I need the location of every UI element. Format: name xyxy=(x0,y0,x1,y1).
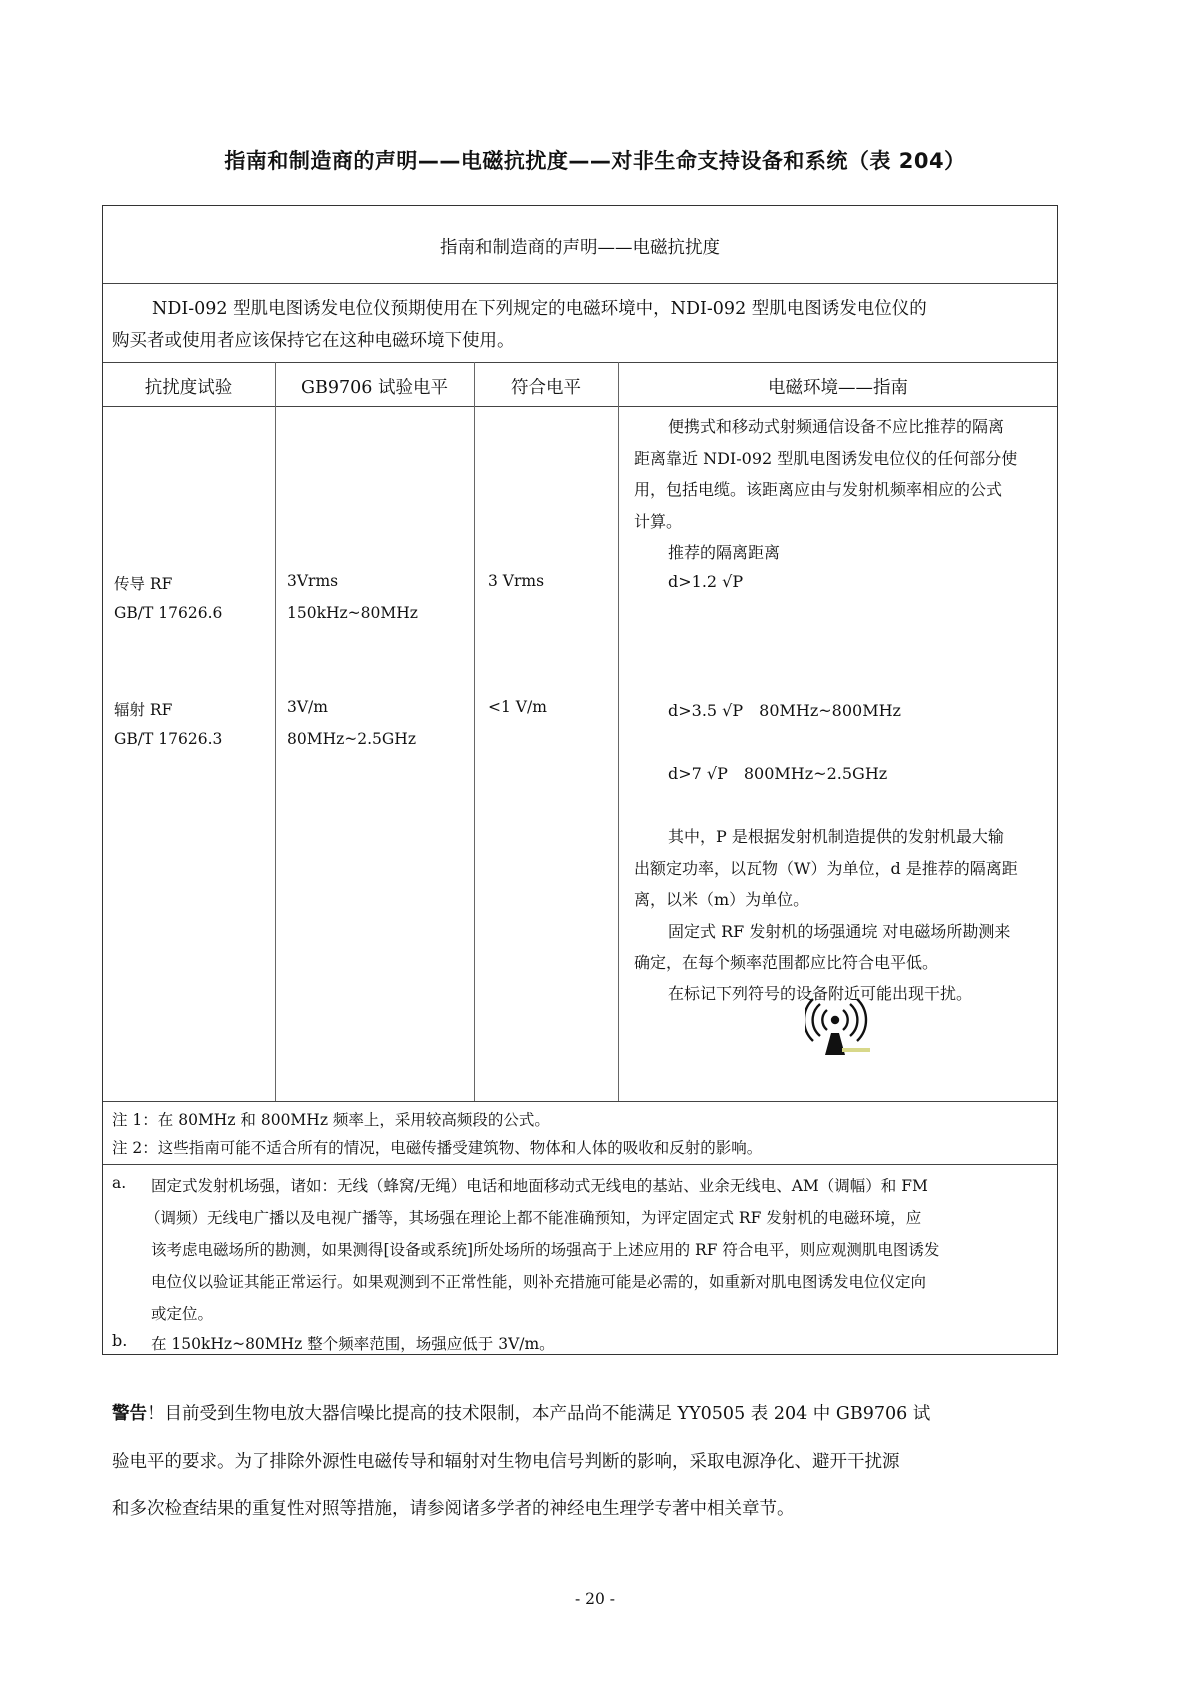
radiated-rf-level: 3V/m xyxy=(287,698,328,716)
conducted-rf-standard: GB/T 17626.6 xyxy=(114,604,223,622)
guidance-line: 推荐的隔离距离 xyxy=(668,543,781,562)
guidance-line: 出额定功率，以瓦物（W）为单位，d 是推荐的隔离距 xyxy=(634,859,1018,878)
page-title: 指南和制造商的声明——电磁抗扰度——对非生命支持设备和系统（表 204） xyxy=(224,149,966,173)
column-divider xyxy=(474,362,475,1101)
guidance-line: 在标记下列符号的设备附近可能出现干扰。 xyxy=(668,984,973,1003)
footnote-b: 在 150kHz~80MHz 整个频率范围，场强应低于 3V/m。 xyxy=(151,1335,555,1353)
note-1: 注 1：在 80MHz 和 800MHz 频率上，采用较高频段的公式。 xyxy=(112,1111,550,1129)
footnote-a-line: 该考虑电磁场所的勘测，如果测得[设备或系统]所处场所的场强高于上述应用的 RF 符合电平，则应观测肌电图诱发 xyxy=(151,1241,940,1259)
column-divider xyxy=(618,362,619,1101)
row-divider xyxy=(103,1164,1057,1165)
table-caption: 指南和制造商的声明——电磁抗扰度 xyxy=(440,238,720,258)
formula-radiated-high: d>7 √P 800MHz~2.5GHz xyxy=(668,764,888,783)
note-2: 注 2：这些指南可能不适合所有的情况，电磁传播受建筑物、物体和人体的吸收和反射的影响。 xyxy=(112,1139,763,1157)
row-divider xyxy=(103,1101,1057,1102)
footnote-a-marker: a. xyxy=(112,1174,127,1192)
warning-line-2: 验电平的要求。为了排除外源性电磁传导和辐射对生物电信号判断的影响，采取电源净化、避开干扰源 xyxy=(112,1452,900,1472)
column-divider xyxy=(275,362,276,1101)
row-divider xyxy=(103,362,1057,363)
warning-line-3: 和多次检查结果的重复性对照等措施，请参阅诸多学者的神经电生理学专著中相关章节。 xyxy=(112,1499,795,1519)
radiated-rf-range: 80MHz~2.5GHz xyxy=(287,730,416,748)
non-ionizing-radiation-icon xyxy=(805,998,875,1060)
warning-label: 警告 xyxy=(112,1404,147,1424)
intro-line-1: NDI-092 型肌电图诱发电位仪预期使用在下列规定的电磁环境中，NDI-092 型肌电图诱发电位仪的 xyxy=(152,299,927,319)
header-compliance-level: 符合电平 xyxy=(511,378,581,398)
row-divider xyxy=(103,406,1057,407)
guidance-line: 其中，P 是根据发射机制造提供的发射机最大输 xyxy=(668,827,1004,846)
warning-line-1 xyxy=(112,1400,930,1425)
radiated-rf-standard: GB/T 17626.3 xyxy=(114,730,223,748)
guidance-line: 确定，在每个频率范围都应比符合电平低。 xyxy=(634,953,939,972)
guidance-line: 计算。 xyxy=(634,512,683,531)
header-immunity-test: 抗扰度试验 xyxy=(144,378,233,398)
guidance-line: 用，包括电缆。该距离应由与发射机频率相应的公式 xyxy=(634,480,1003,499)
warning-text: ！目前受到生物电放大器信噪比提高的技术限制，本产品尚不能满足 YY0505 表 204 中 GB9706 试 xyxy=(147,1404,931,1424)
intro-line-2: 购买者或使用者应该保持它在这种电磁环境下使用。 xyxy=(112,331,515,351)
footnote-a-line: 或定位。 xyxy=(151,1305,214,1323)
guidance-line: 便携式和移动式射频通信设备不应比推荐的隔离 xyxy=(668,417,1005,436)
header-gb9706-level: GB9706 试验电平 xyxy=(301,378,448,398)
header-em-environment-guidance: 电磁环境——指南 xyxy=(768,378,908,398)
footnote-a-line: 电位仪以验证其能正常运行。如果观测到不正常性能，则补充措施可能是必需的，如重新对肌电图诱发电位仪定向 xyxy=(151,1273,927,1291)
radiated-rf-test: 辐射 RF xyxy=(114,701,173,719)
formula-radiated-low: d>3.5 √P 80MHz~800MHz xyxy=(668,701,901,720)
row-divider xyxy=(103,283,1057,284)
footnote-a-line: （调频）无线电广播以及电视广播等，其场强在理论上都不能准确预知，为评定固定式 RF 发射机的电磁环境，应 xyxy=(145,1209,922,1227)
conducted-rf-range: 150kHz~80MHz xyxy=(287,604,418,622)
guidance-line: 离，以米（m）为单位。 xyxy=(634,890,810,909)
conducted-rf-compliance: 3 Vrms xyxy=(488,572,545,590)
formula-conducted: d>1.2 √P xyxy=(668,572,744,591)
footnote-a-line: 固定式发射机场强，诸如：无线（蜂窝/无绳）电话和地面移动式无线电的基站、业余无线电、AM（调幅）和 FM xyxy=(151,1177,928,1195)
guidance-line: 距离靠近 NDI-092 型肌电图诱发电位仪的任何部分使 xyxy=(634,449,1018,468)
conducted-rf-level: 3Vrms xyxy=(287,572,339,590)
guidance-line: 固定式 RF 发射机的场强通垸 对电磁场所勘测来 xyxy=(668,922,1011,941)
radiated-rf-compliance: <1 V/m xyxy=(488,698,547,716)
page-number: - 20 - xyxy=(574,1590,616,1608)
conducted-rf-test: 传导 RF xyxy=(114,575,173,593)
footnote-b-marker: b. xyxy=(112,1331,128,1350)
